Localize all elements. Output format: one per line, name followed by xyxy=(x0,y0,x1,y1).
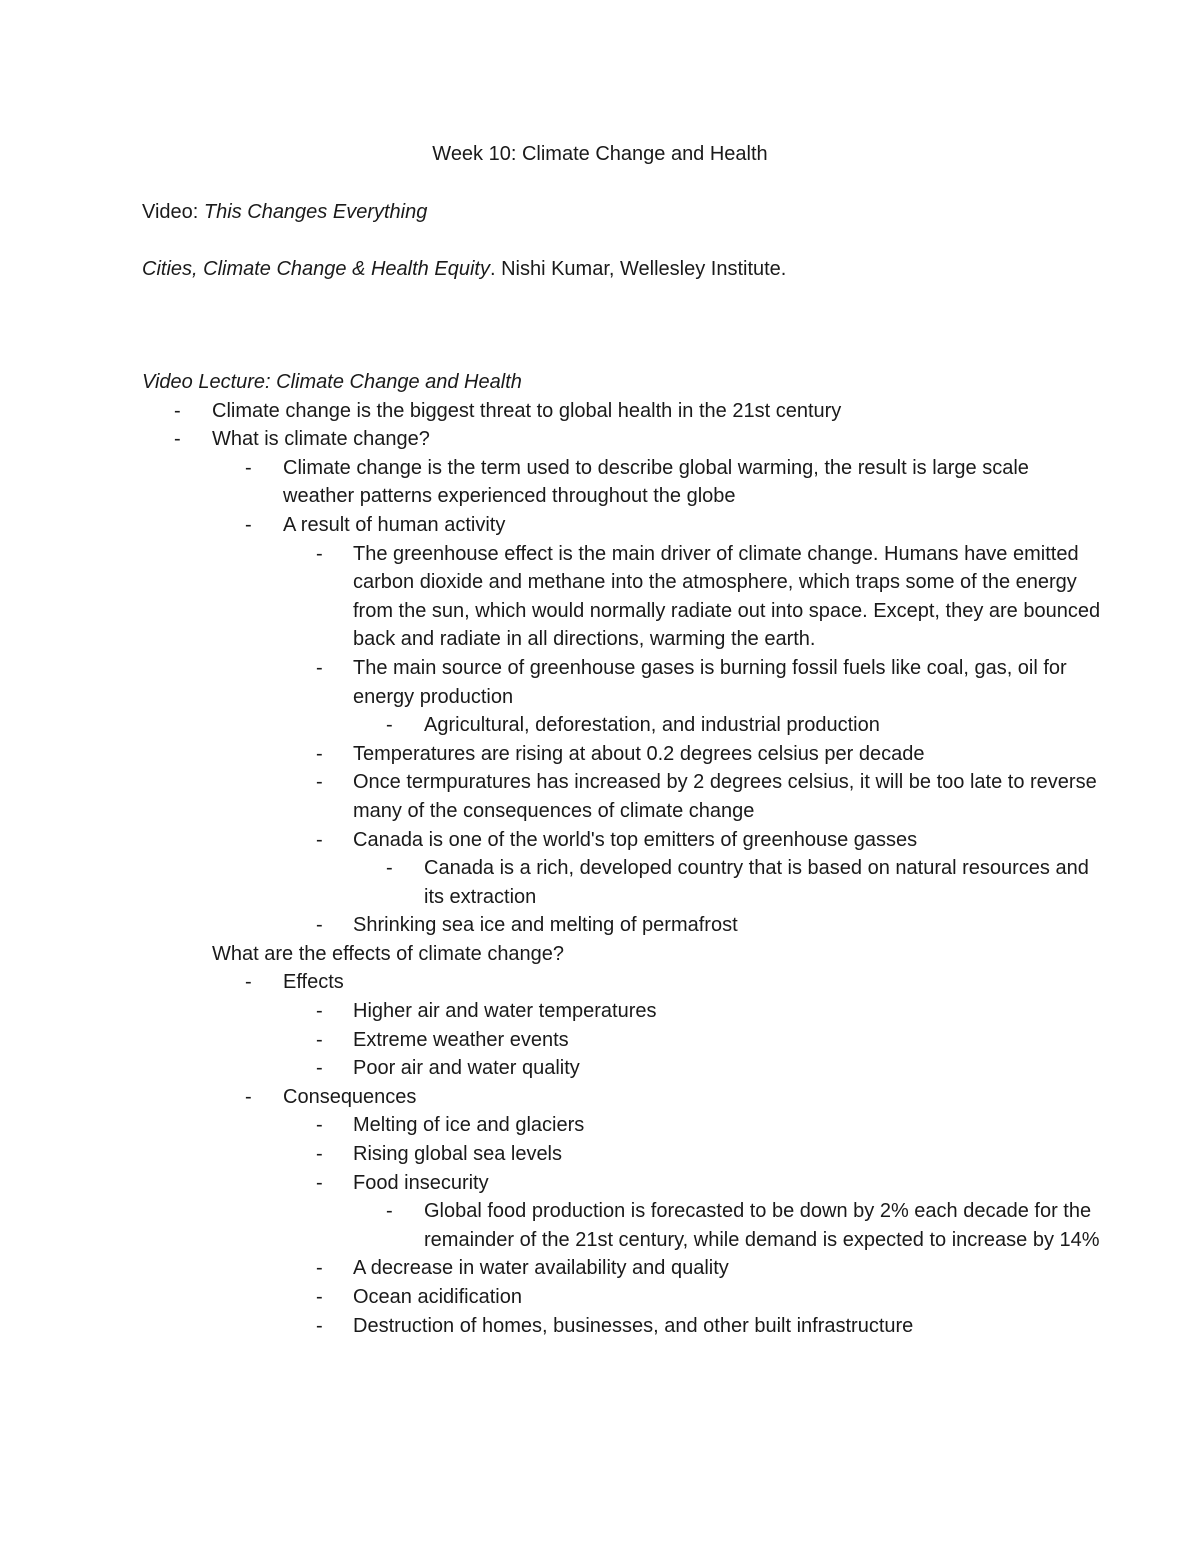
list-item xyxy=(142,397,1102,426)
list-item xyxy=(142,1026,1102,1055)
list-item xyxy=(142,1169,1102,1198)
reading-citation: . Nishi Kumar, Wellesley Institute. xyxy=(489,258,787,280)
list-item-text: Canada is one of the world's top emitters of greenhouse gasses xyxy=(353,828,918,851)
list-item-text: Climate change is the term used to describe global warming, the result is large scale weather patterns experienced throughout the globe xyxy=(283,456,1029,508)
bullet-dash: - xyxy=(386,1200,393,1223)
bullet-dash: - xyxy=(316,1143,323,1166)
bullet-dash: - xyxy=(386,857,393,880)
list-item-text: Global food production is forecasted to be down by 2% each decade for the remainder of the 21st century, while demand is expected to increase by 14% xyxy=(424,1200,1100,1251)
list-item-text: Once termpuratures has increased by 2 degrees celsius, it will be too late to reverse many of the consequences of climate change xyxy=(353,771,1097,822)
list-item xyxy=(142,1283,1102,1312)
list-item-text: Extreme weather events xyxy=(353,1028,569,1051)
reading-line xyxy=(142,255,786,283)
list-item xyxy=(142,425,1102,454)
list-item xyxy=(142,454,1102,511)
list-item xyxy=(142,1111,1102,1140)
bullet-dash: - xyxy=(245,1085,252,1108)
list-item xyxy=(142,540,1102,654)
list-item-text: What are the effects of climate change? xyxy=(212,942,565,965)
list-item xyxy=(142,826,1102,855)
bullet-dash: - xyxy=(316,1057,323,1080)
list-item xyxy=(142,1140,1102,1169)
list-item xyxy=(142,854,1102,911)
reading-title: Cities, Climate Change & Health Equity xyxy=(142,258,490,280)
list-item-text: Poor air and water quality xyxy=(353,1057,580,1080)
list-item-text: Temperatures are rising at about 0.2 degrees celsius per decade xyxy=(353,742,925,765)
bullet-dash: - xyxy=(174,428,181,451)
list-item-text: Rising global sea levels xyxy=(353,1143,563,1166)
outline-heading: Video Lecture: Climate Change and Health xyxy=(142,371,522,393)
bullet-dash: - xyxy=(316,1028,323,1051)
list-item-text: Melting of ice and glaciers xyxy=(353,1114,585,1137)
list-item xyxy=(142,1083,1102,1112)
list-item xyxy=(142,968,1102,997)
list-item-text: A decrease in water availability and quality xyxy=(353,1257,729,1280)
bullet-dash: - xyxy=(316,771,323,794)
bullet-dash: - xyxy=(245,456,252,479)
bullet-dash: - xyxy=(316,656,323,679)
list-item-text: Agricultural, deforestation, and industrial production xyxy=(424,714,880,737)
list-item-text: The greenhouse effect is the main driver of climate change. Humans have emitted carbon dioxide and methane into the atmosphere, which traps some of the energy from the sun, which would normally radiate out into space. Except, they are bounced back and radiate in all directions, warming the earth. xyxy=(353,542,1101,651)
list-item xyxy=(142,997,1102,1026)
list-item-text: Shrinking sea ice and melting of permafrost xyxy=(353,914,738,937)
outline-heading-row xyxy=(142,368,1102,397)
list-item-text: What is climate change? xyxy=(212,428,430,451)
list-item xyxy=(142,768,1102,825)
video-title: This Changes Everything xyxy=(203,201,428,223)
bullet-dash: - xyxy=(316,1286,323,1308)
list-item-text: A result of human activity xyxy=(283,513,506,536)
bullet-dash: - xyxy=(316,742,323,765)
list-item-text: Climate change is the biggest threat to global health in the 21st century xyxy=(212,399,842,422)
list-item xyxy=(142,740,1102,769)
bullet-dash: - xyxy=(316,1314,323,1337)
bullet-dash: - xyxy=(386,714,393,737)
bullet-dash: - xyxy=(174,399,181,422)
list-item-text: Consequences xyxy=(283,1085,417,1108)
video-line xyxy=(142,198,427,226)
list-item-text: Higher air and water temperatures xyxy=(353,1000,657,1023)
list-item-text: Destruction of homes, businesses, and other built infrastructure xyxy=(353,1314,914,1337)
bullet-dash: - xyxy=(245,971,252,994)
list-item xyxy=(142,1312,1102,1341)
list-item xyxy=(142,1254,1102,1283)
bullet-dash: - xyxy=(316,828,323,851)
bullet-dash: - xyxy=(316,1000,323,1023)
bullet-dash: - xyxy=(316,1114,323,1137)
video-label: Video: xyxy=(142,201,204,223)
list-item-text: Effects xyxy=(283,971,344,994)
bullet-dash: - xyxy=(316,1257,323,1280)
list-item xyxy=(142,711,1102,740)
bullet-dash: - xyxy=(316,542,323,565)
lecture-outline xyxy=(142,368,1102,1340)
list-item-text: The main source of greenhouse gases is burning fossil fuels like coal, gas, oil for energy production xyxy=(353,656,1067,708)
bullet-dash: - xyxy=(245,513,252,536)
list-item-text: Canada is a rich, developed country that is based on natural resources and its extraction xyxy=(424,857,1089,908)
list-item-text: Food insecurity xyxy=(353,1171,489,1194)
list-item xyxy=(142,1054,1102,1083)
bullet-dash: - xyxy=(316,914,323,937)
list-item xyxy=(142,654,1102,711)
list-item xyxy=(142,511,1102,540)
bullet-dash: - xyxy=(316,1171,323,1194)
list-item-text: Ocean acidification xyxy=(353,1286,522,1308)
page-title: Week 10: Climate Change and Health xyxy=(432,143,768,165)
list-item xyxy=(142,911,1102,940)
list-item xyxy=(142,1197,1102,1254)
list-item xyxy=(142,940,1102,969)
